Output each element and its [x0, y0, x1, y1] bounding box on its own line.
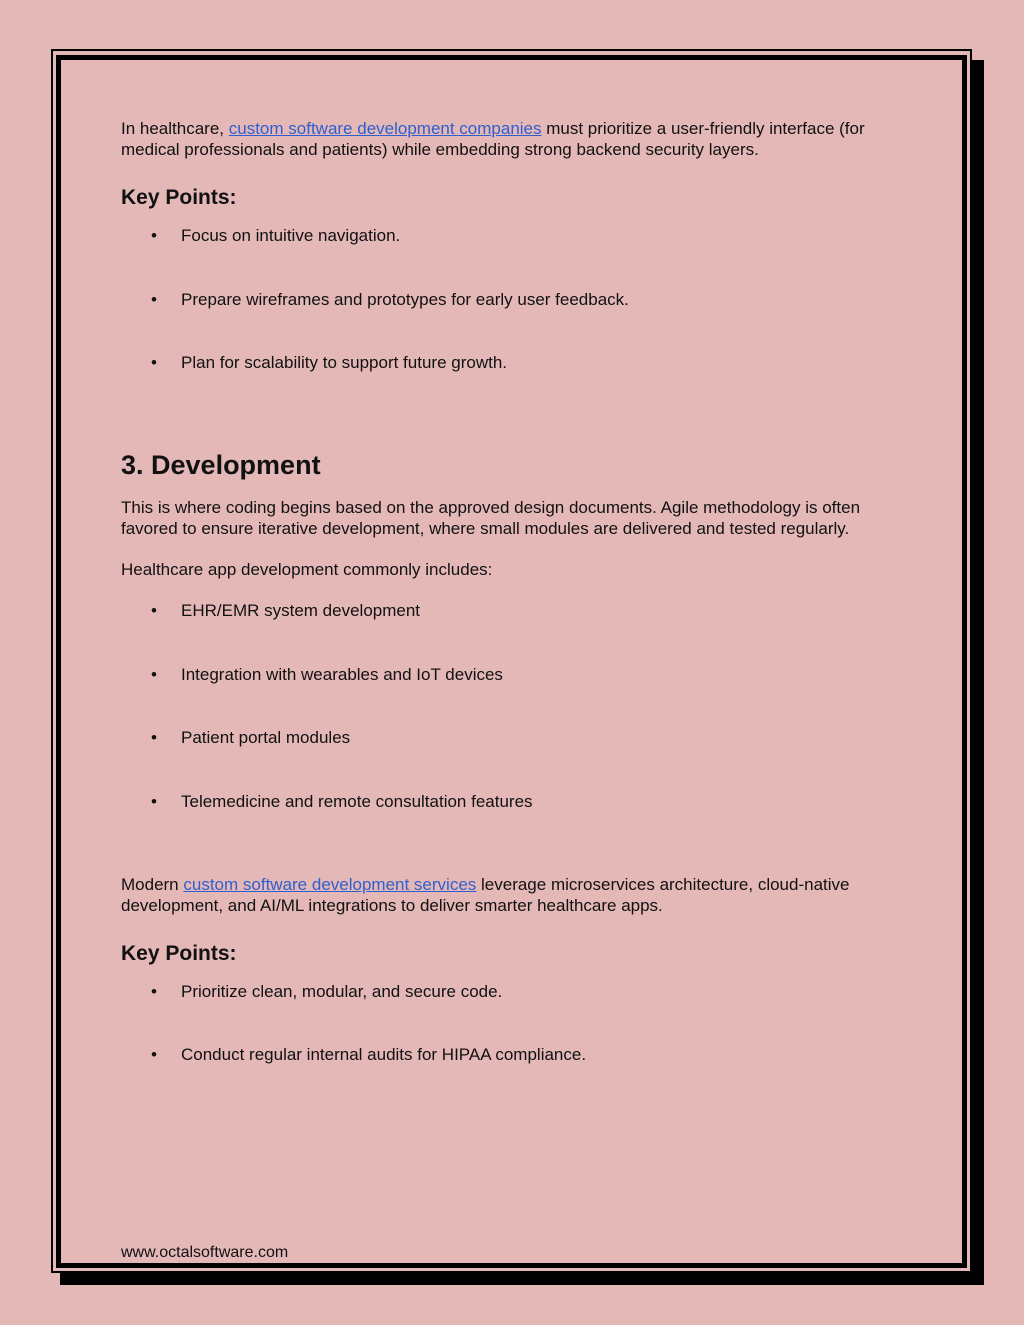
custom-software-development-services-link[interactable]: custom software development services: [183, 874, 477, 894]
list-item-text: Focus on intuitive navigation.: [181, 226, 401, 245]
bullet-icon: •: [151, 289, 157, 309]
bullet-icon: •: [151, 981, 157, 1001]
intro-text-after: must prioritize a user-friendly interface (for medical professionals and patients) while embedding strong backend security layers.: [121, 119, 865, 159]
bullet-icon: •: [151, 791, 157, 811]
key-points-heading-2: Key Points:: [121, 941, 237, 965]
list-item: [121, 225, 911, 246]
list-item: [121, 727, 911, 748]
development-paragraph: This is where coding begins based on the approved design documents. Agile methodology is often favored to ensure iterative development, where small modules are delivered and tested regularly.: [121, 498, 861, 538]
bullet-icon: •: [151, 601, 157, 620]
bullet-icon: •: [151, 1045, 157, 1064]
list-item-text: Patient portal modules: [181, 728, 351, 747]
list-item-text: Prioritize clean, modular, and secure code.: [181, 981, 503, 1001]
list-item: [121, 981, 911, 1002]
list-item-text: Prepare wireframes and prototypes for early user feedback.: [181, 289, 629, 309]
list-item: [121, 664, 911, 685]
includes-intro: Healthcare app development commonly includes:: [121, 560, 493, 579]
list-item-text: Plan for scalability to support future growth.: [181, 353, 507, 372]
list-item: [121, 791, 911, 812]
list-item: [121, 352, 911, 373]
intro-paragraph: [121, 118, 911, 160]
intro-text-before: In healthcare,: [121, 119, 229, 138]
bullet-icon: •: [151, 728, 157, 747]
bullet-icon: •: [151, 353, 157, 372]
development-includes-list: [121, 600, 911, 812]
list-item-text: Integration with wearables and IoT devices: [181, 664, 503, 684]
bullet-icon: •: [151, 226, 157, 245]
section-heading-development: 3. Development: [121, 450, 321, 480]
custom-software-development-companies-link[interactable]: custom software development companies: [228, 119, 542, 138]
list-item-text: Conduct regular internal audits for HIPAA compliance.: [181, 1045, 587, 1064]
footer-website: www.octalsoftware.com: [121, 1244, 289, 1261]
list-item-text: Telemedicine and remote consultation features: [181, 791, 533, 811]
bullet-icon: •: [151, 664, 157, 684]
key-points-list-1: [121, 225, 911, 373]
page-content: [121, 118, 911, 1065]
list-item: [121, 600, 911, 621]
key-points-list-2: [121, 981, 911, 1066]
modern-text-after: leverage microservices architecture, cloud-native development, and AI/ML integrations to deliver smarter healthcare apps.: [121, 874, 850, 915]
key-points-heading-1: Key Points:: [121, 186, 237, 209]
list-item-text: EHR/EMR system development: [181, 601, 421, 620]
modern-text-before: Modern: [121, 874, 184, 894]
list-item: [121, 289, 911, 310]
list-item: [121, 1044, 911, 1065]
modern-paragraph: [121, 874, 911, 916]
